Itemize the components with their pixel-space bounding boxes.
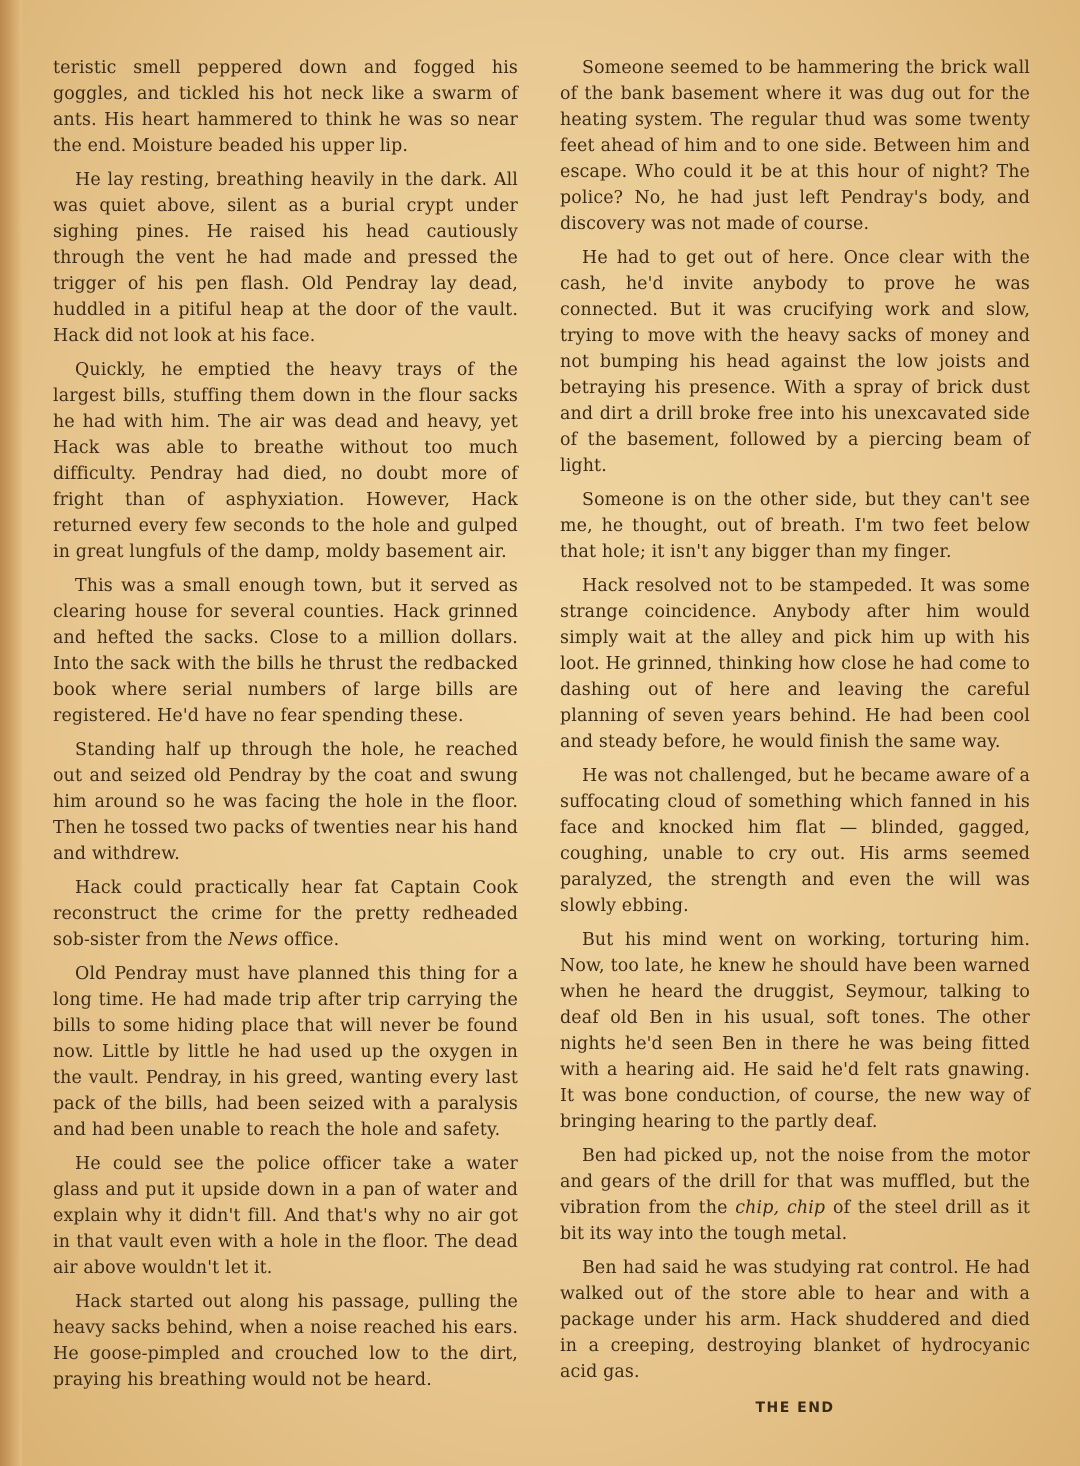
paragraph: He lay resting, breathing heavily in the dark. All was quiet above, silent as a burial crypt under sighing pines. He raised his head cautiously through the vent he had made and pressed the trigger of his pen flash. Old Pendray lay dead, huddled in a pitiful heap at the door of the vault. Hack did not look at his face. [53, 170, 518, 346]
paragraph-text: Hack could practically hear fat Captain Cook reconstruct the crime for the pretty redheaded sob-sister from the [53, 878, 518, 950]
paragraph: He could see the police officer take a water glass and put it upside down in a pan of water and explain why it didn't fill. And that's why no air got in that vault even with a hole in the floor. The dead air above wouldn't let it. [53, 1154, 518, 1278]
paragraph-text: office. [278, 930, 340, 950]
paragraph: He was not challenged, but he became aware of a suffocating cloud of something which fanned in his face and knocked him flat — blinded, gagged, coughing, unable to cry out. His arms seemed paralyzed, the strength and even the will was slowly ebbing. [560, 766, 1030, 916]
right-column [560, 55, 1030, 1421]
paragraph: Old Pendray must have planned this thing for a long time. He had made trip after trip carrying the bills to some hiding place that will never be found now. Little by little he had used up the oxygen in the vault. Pendray, in his greed, wanting every last pack of the bills, had been seized with a paralysis and had been unable to reach the hole and safety. [53, 964, 518, 1140]
paragraph [560, 1143, 1030, 1247]
paragraph: Quickly, he emptied the heavy trays of the largest bills, stuffing them down in the flour sacks he had with him. The air was dead and heavy, yet Hack was able to breathe without too much difficulty. Pendray had died, no doubt more of fright than of asphyxiation. However, Hack returned every few seconds to the hole and gulped in great lungfuls of the damp, moldy basement air. [53, 360, 518, 562]
paragraph: teristic smell peppered down and fogged his goggles, and tickled his hot neck like a swarm of ants. His heart hammered to think he was so near the end. Moisture beaded his upper lip. [53, 58, 518, 156]
paragraph: This was a small enough town, but it served as clearing house for several counties. Hack grinned and hefted the sacks. Close to a million dollars. Into the sack with the bills he thrust the redbacked book where serial numbers of large bills are registered. He'd have no fear spending these. [53, 576, 518, 726]
paragraph: Someone seemed to be hammering the brick wall of the bank basement where it was dug out for the heating system. The regular thud was some twenty feet ahead of him and to one side. Between him and escape. Who could it be at this hour of night? The police? No, he had just left Pendray's body, and discovery was not made of course. [560, 58, 1030, 234]
paragraph: Standing half up through the hole, he reached out and seized old Pendray by the coat and swung him around so he was facing the hole in the floor. Then he tossed two packs of twenties near his hand and withdrew. [53, 740, 518, 864]
paragraph-text: of the steel drill as it bit its way into the tough metal. [560, 1198, 1030, 1244]
newspaper-name: News [228, 930, 279, 950]
paragraph: Someone is on the other side, but they can't see me, he thought, out of breath. I'm two feet below that hole; it isn't any bigger than my finger. [560, 490, 1030, 562]
paragraph-text: Ben had picked up, not the noise from the motor and gears of the drill for that was muffled, but the vibration from the [560, 1146, 1030, 1218]
emphasized-sound: chip, chip [735, 1198, 826, 1218]
left-column [53, 55, 518, 1401]
page-binding-edge [0, 0, 22, 1466]
paragraph: He had to get out of here. Once clear with the cash, he'd invite anybody to prove he was connected. But it was crucifying work and slow, trying to move with the heavy sacks of money and not bumping his head against the low joists and betraying his presence. With a spray of brick dust and dirt a drill broke free into his unexcavated side of the basement, followed by a piercing beam of light. [560, 248, 1030, 476]
paragraph [53, 875, 518, 953]
paragraph: Ben had said he was studying rat control. He had walked out of the store able to hear and with a package under his arm. Hack shuddered and died in a creeping, destroying blanket of hydrocyanic acid gas. [560, 1258, 1030, 1382]
paragraph: But his mind went on working, torturing him. Now, too late, he knew he should have been warned when he heard the druggist, Seymour, talking to deaf old Ben in his usual, soft tones. The other nights he'd seen Ben in there he was being fitted with a hearing aid. He said he'd felt rats gnawing. It was bone conduction, of course, the new way of bringing hearing to the partly deaf. [560, 930, 1030, 1132]
paragraph: Hack started out along his passage, pulling the heavy sacks behind, when a noise reached his ears. He goose-pimpled and crouched low to the dirt, praying his breathing would not be heard. [53, 1292, 518, 1390]
paragraph: Hack resolved not to be stampeded. It was some strange coincidence. Anybody after him would simply wait at the alley and pick him up with his loot. He grinned, thinking how close he had come to dashing out of here and leaving the careful planning of seven years behind. He had been cool and steady before, he would finish the same way. [560, 576, 1030, 752]
the-end-label: THE END [755, 1400, 835, 1416]
